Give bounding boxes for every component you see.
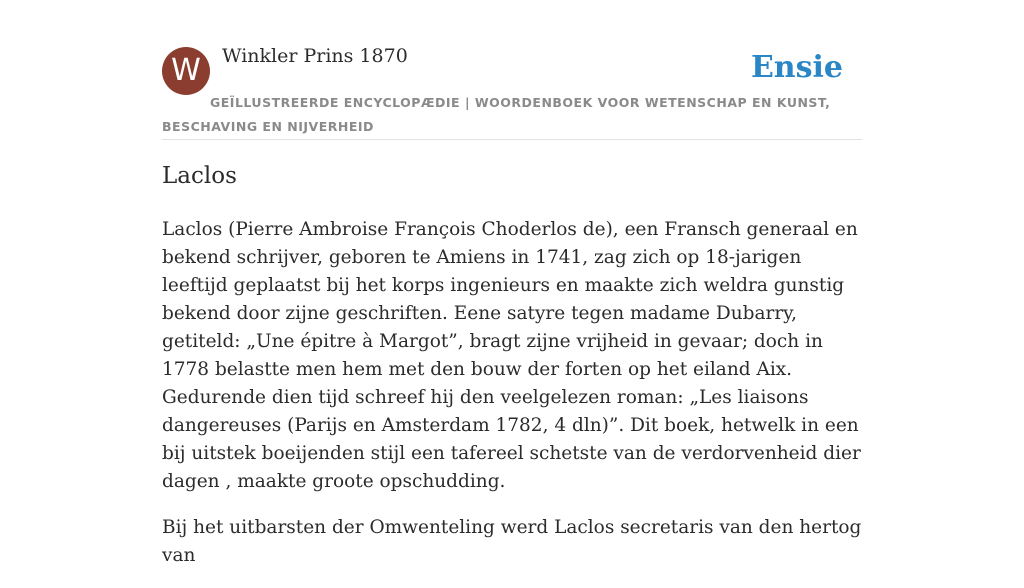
header-divider <box>162 139 862 140</box>
article-title: Laclos <box>162 163 237 189</box>
article-paragraph: Laclos (Pierre Ambroise François Choderlos de), een Fransch generaal en bekend schrijver, geboren te Amiens in 1741, zag zich op 18-jarigen leeftijd geplaatst bij het korps ingenieurs en maakte zich weldra gunstig bekend door zijne geschriften. Eene satyre tegen madame Dubarry, getiteld: „Une épitre à Margot”, bragt zijne vrijheid in gevaar; doch in 1778 belastte men hem met den bouw der forten op het eiland Aix. Gedurende dien tijd schreef hij den veelgelezen roman: „Les liaisons dangereuses (Parijs en Amsterdam 1782, 4 dln)”. Dit boek, hetwelk in een bij uitstek boeijenden stijl een tafereel schetste van de verdorvenheid dier dagen , maakte groote opschudding. <box>162 219 861 492</box>
article-paragraph: Bij het uitbarsten der Omwenteling werd Laclos secretaris van den hertog van <box>162 517 862 566</box>
source-avatar[interactable]: W <box>162 47 210 95</box>
source-title[interactable]: Winkler Prins 1870 <box>222 45 408 67</box>
article-body <box>162 216 862 588</box>
brand-logo[interactable]: Ensie <box>750 50 843 85</box>
source-subtitle: GEÏLLUSTREERDE ENCYCLOPÆDIE | WOORDENBOEK VOOR WETENSCHAP EN KUNST, BESCHAVING EN NIJVERHEID <box>162 95 831 134</box>
